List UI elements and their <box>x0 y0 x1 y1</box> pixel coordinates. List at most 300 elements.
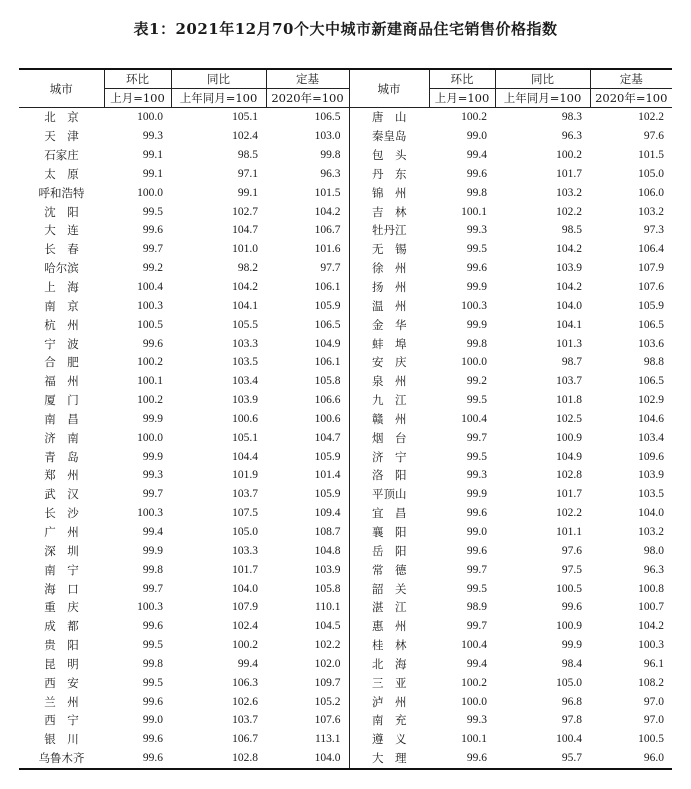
table-row <box>19 202 672 221</box>
cell-city-right: 唐 山 <box>349 108 429 127</box>
cell-yoy-right: 101.7 <box>556 167 582 180</box>
cell-base-right: 97.0 <box>643 714 664 727</box>
cell-city-left: 青 岛 <box>44 449 79 464</box>
cell-city-right: 三 亚 <box>349 673 429 692</box>
header-mom-right: 环比 <box>429 69 495 89</box>
cell-yoy-right: 100.5 <box>556 582 582 595</box>
cell-mom-right: 99.3 <box>466 469 487 482</box>
header-base-right: 定基 <box>590 69 672 89</box>
cell-yoy-right: 103.7 <box>556 375 582 388</box>
table-row <box>19 730 672 749</box>
cell-yoy-left: 107.9 <box>232 601 258 614</box>
cell-mom-right: 100.0 <box>461 356 487 369</box>
cell-base-right: 106.0 <box>638 186 664 199</box>
cell-yoy-right: 98.4 <box>561 657 582 670</box>
cell-mom-left: 99.6 <box>142 620 163 633</box>
cell-mom-right: 99.5 <box>466 582 487 595</box>
cell-mom-left: 100.0 <box>137 431 163 444</box>
cell-yoy-left: 101.7 <box>232 563 258 576</box>
cell-mom-right: 99.6 <box>466 507 487 520</box>
cell-city-right: 九 江 <box>349 391 429 410</box>
cell-base-right: 108.2 <box>638 676 664 689</box>
cell-city-right: 泸 州 <box>349 692 429 711</box>
cell-city-right: 襄 阳 <box>349 523 429 542</box>
cell-yoy-left: 105.1 <box>232 111 258 124</box>
cell-base-right: 97.6 <box>643 130 664 143</box>
cell-city-left: 沈 阳 <box>44 204 79 219</box>
cell-base-right: 109.6 <box>638 450 664 463</box>
cell-base-left: 105.8 <box>314 582 341 595</box>
cell-mom-left: 100.4 <box>137 281 163 294</box>
cell-mom-right: 99.6 <box>466 167 487 180</box>
cell-base-left: 106.7 <box>314 224 341 237</box>
cell-mom-left: 100.3 <box>137 299 163 312</box>
cell-yoy-left: 100.6 <box>232 412 258 425</box>
cell-city-right: 洛 阳 <box>349 466 429 485</box>
cell-city-right: 丹 东 <box>349 165 429 184</box>
cell-yoy-left: 104.0 <box>232 582 258 595</box>
cell-mom-right: 100.2 <box>461 111 487 124</box>
cell-city-left: 合 肥 <box>44 355 79 370</box>
table-row <box>19 466 672 485</box>
cell-yoy-left: 98.2 <box>237 262 258 275</box>
cell-base-right: 100.3 <box>638 639 664 652</box>
cell-yoy-right: 98.7 <box>561 356 582 369</box>
cell-city-left: 上 海 <box>44 280 79 295</box>
table-row <box>19 127 672 146</box>
cell-base-right: 98.8 <box>643 356 664 369</box>
cell-mom-right: 99.3 <box>466 714 487 727</box>
cell-base-right: 98.0 <box>643 544 664 557</box>
cell-base-right: 103.2 <box>638 205 664 218</box>
cell-base-left: 106.6 <box>314 394 341 407</box>
cell-city-left: 西 宁 <box>44 713 79 728</box>
cell-base-right: 102.2 <box>638 111 664 124</box>
cell-base-right: 97.3 <box>643 224 664 237</box>
cell-yoy-right: 101.8 <box>556 394 582 407</box>
cell-yoy-right: 102.8 <box>556 469 582 482</box>
cell-city-left: 石家庄 <box>44 148 79 163</box>
cell-base-right: 107.9 <box>638 262 664 275</box>
cell-city-left: 深 圳 <box>44 543 79 558</box>
cell-yoy-left: 103.5 <box>232 356 258 369</box>
cell-mom-right: 99.8 <box>466 186 487 199</box>
cell-city-left: 海 口 <box>44 581 79 596</box>
cell-city-left: 昆 明 <box>44 656 79 671</box>
header-base-left: 定基 <box>266 69 349 89</box>
cell-yoy-right: 102.5 <box>556 412 582 425</box>
cell-base-left: 104.0 <box>266 749 349 769</box>
cell-yoy-left: 103.3 <box>232 544 258 557</box>
cell-base-left: 104.8 <box>314 544 341 557</box>
cell-yoy-left: 106.7 <box>232 733 258 746</box>
cell-base-right: 104.2 <box>638 620 664 633</box>
header-city-left: 城市 <box>19 69 104 108</box>
cell-base-right: 96.0 <box>590 749 672 769</box>
cell-city-left: 济 南 <box>44 430 79 445</box>
cell-mom-left: 99.6 <box>142 695 163 708</box>
cell-mom-right: 99.9 <box>466 488 487 501</box>
header-yoy-sub-left: 上年同月=100 <box>171 89 266 108</box>
cell-base-right: 96.3 <box>643 563 664 576</box>
cell-yoy-right: 101.1 <box>556 525 582 538</box>
cell-mom-left: 100.2 <box>137 356 163 369</box>
cell-mom-right: 99.5 <box>466 394 487 407</box>
table-row <box>19 428 672 447</box>
cell-yoy-left: 99.1 <box>237 186 258 199</box>
cell-city-left: 郑 州 <box>44 468 79 483</box>
cell-city-right: 金 华 <box>349 315 429 334</box>
cell-city-right: 秦皇岛 <box>349 127 429 146</box>
table-row <box>19 560 672 579</box>
header-yoy-left: 同比 <box>171 69 266 89</box>
cell-mom-right: 99.7 <box>466 431 487 444</box>
cell-city-right: 锦 州 <box>349 183 429 202</box>
cell-mom-right: 100.3 <box>461 299 487 312</box>
table-row <box>19 711 672 730</box>
table-row <box>19 146 672 165</box>
cell-yoy-left: 100.2 <box>232 639 258 652</box>
page-title: 表1：2021年12月70个大中城市新建商品住宅销售价格指数 <box>133 20 558 38</box>
cell-base-left: 106.5 <box>314 318 341 331</box>
cell-yoy-right: 100.2 <box>556 149 582 162</box>
cell-city-right: 桂 林 <box>349 636 429 655</box>
cell-city-right: 赣 州 <box>349 410 429 429</box>
cell-mom-left: 100.5 <box>137 318 163 331</box>
table-row <box>19 541 672 560</box>
cell-city-left: 长 春 <box>44 242 79 257</box>
header-base-sub-right: 2020年=100 <box>590 89 672 108</box>
cell-base-right: 106.5 <box>638 375 664 388</box>
table-row <box>19 692 672 711</box>
cell-base-left: 100.6 <box>314 412 341 425</box>
cell-yoy-right: 97.5 <box>561 563 582 576</box>
table-row <box>19 315 672 334</box>
cell-base-left: 106.1 <box>314 356 341 369</box>
cell-mom-right: 99.6 <box>466 544 487 557</box>
table-row <box>19 636 672 655</box>
cell-yoy-left: 103.7 <box>232 714 258 727</box>
cell-city-right: 平顶山 <box>349 485 429 504</box>
cell-base-right: 106.4 <box>638 243 664 256</box>
table-row <box>19 372 672 391</box>
table-row <box>19 617 672 636</box>
cell-mom-right: 99.4 <box>466 149 487 162</box>
cell-mom-left: 99.6 <box>142 337 163 350</box>
cell-base-left: 105.2 <box>314 695 341 708</box>
cell-yoy-left: 106.3 <box>232 676 258 689</box>
cell-mom-right: 100.0 <box>461 695 487 708</box>
cell-city-left: 天 津 <box>44 129 79 144</box>
table-row <box>19 165 672 184</box>
cell-city-right: 大 理 <box>349 749 429 769</box>
table-row <box>19 334 672 353</box>
cell-mom-left: 100.1 <box>137 375 163 388</box>
cell-yoy-left: 104.7 <box>232 224 258 237</box>
cell-city-left: 南 京 <box>44 298 79 313</box>
cell-yoy-right: 100.4 <box>556 733 582 746</box>
table-row <box>19 391 672 410</box>
cell-base-left: 101.6 <box>314 243 341 256</box>
cell-city-right: 蚌 埠 <box>349 334 429 353</box>
cell-base-left: 105.9 <box>314 299 341 312</box>
cell-mom-left: 100.0 <box>137 111 163 124</box>
cell-city-right: 无 锡 <box>349 240 429 259</box>
cell-yoy-left: 103.3 <box>232 337 258 350</box>
cell-mom-left: 99.5 <box>142 676 163 689</box>
cell-city-right: 牡丹江 <box>349 221 429 240</box>
cell-city-right: 遵 义 <box>349 730 429 749</box>
cell-yoy-left: 104.1 <box>232 299 258 312</box>
cell-mom-left: 99.9 <box>142 544 163 557</box>
cell-mom-left: 99.9 <box>142 412 163 425</box>
cell-base-right: 104.6 <box>638 412 664 425</box>
cell-yoy-left: 97.1 <box>237 167 258 180</box>
cell-city-right: 安 庆 <box>349 353 429 372</box>
cell-city-left: 大 连 <box>44 223 79 238</box>
cell-city-right: 韶 关 <box>349 579 429 598</box>
cell-city-right: 济 宁 <box>349 447 429 466</box>
cell-mom-left: 99.0 <box>142 714 163 727</box>
cell-yoy-right: 101.7 <box>556 488 582 501</box>
cell-mom-right: 99.9 <box>466 318 487 331</box>
cell-base-left: 102.0 <box>314 657 341 670</box>
cell-city-right: 包 头 <box>349 146 429 165</box>
cell-mom-left: 99.7 <box>142 582 163 595</box>
cell-base-left: 108.7 <box>314 525 341 538</box>
cell-mom-right: 100.1 <box>461 205 487 218</box>
cell-mom-left: 99.8 <box>142 563 163 576</box>
cell-mom-left: 99.6 <box>142 733 163 746</box>
cell-mom-right: 99.2 <box>466 375 487 388</box>
cell-yoy-left: 105.0 <box>232 525 258 538</box>
cell-city-left: 福 州 <box>44 374 79 389</box>
cell-yoy-right: 103.2 <box>556 186 582 199</box>
cell-city-right: 扬 州 <box>349 278 429 297</box>
table-row <box>19 447 672 466</box>
cell-base-right: 100.5 <box>638 733 664 746</box>
cell-mom-left: 99.1 <box>142 149 163 162</box>
cell-yoy-left: 105.1 <box>232 431 258 444</box>
cell-city-left: 武 汉 <box>44 487 79 502</box>
cell-yoy-left: 107.5 <box>232 507 258 520</box>
cell-yoy-right: 96.3 <box>561 130 582 143</box>
header-yoy-right: 同比 <box>495 69 590 89</box>
header-mom-sub-right: 上月=100 <box>429 89 495 108</box>
cell-yoy-left: 104.4 <box>232 450 258 463</box>
table-body <box>19 108 672 769</box>
cell-mom-left: 100.0 <box>137 186 163 199</box>
cell-city-left: 北 京 <box>44 110 79 125</box>
cell-mom-left: 100.3 <box>137 601 163 614</box>
cell-mom-right: 98.9 <box>466 601 487 614</box>
cell-yoy-left: 101.9 <box>232 469 258 482</box>
cell-yoy-right: 95.7 <box>495 749 590 769</box>
cell-mom-left: 99.6 <box>104 749 171 769</box>
cell-base-left: 103.9 <box>314 563 341 576</box>
cell-base-left: 101.5 <box>314 186 341 199</box>
cell-yoy-right: 105.0 <box>556 676 582 689</box>
cell-base-left: 113.1 <box>315 733 341 746</box>
cell-mom-right: 100.2 <box>461 676 487 689</box>
header-base-sub-left: 2020年=100 <box>266 89 349 108</box>
table-row <box>19 654 672 673</box>
cell-yoy-right: 104.0 <box>556 299 582 312</box>
cell-yoy-right: 99.9 <box>561 639 582 652</box>
cell-city-left: 兰 州 <box>44 694 79 709</box>
cell-city-left: 厦 门 <box>44 393 79 408</box>
cell-mom-left: 99.5 <box>142 205 163 218</box>
cell-base-left: 104.5 <box>314 620 341 633</box>
cell-base-left: 104.2 <box>314 205 341 218</box>
cell-base-left: 101.4 <box>314 469 341 482</box>
cell-base-right: 100.8 <box>638 582 664 595</box>
cell-base-left: 105.8 <box>314 375 341 388</box>
cell-yoy-right: 104.9 <box>556 450 582 463</box>
header-yoy-sub-right: 上年同月=100 <box>495 89 590 108</box>
cell-base-right: 106.5 <box>638 318 664 331</box>
cell-mom-left: 99.2 <box>142 262 163 275</box>
cell-yoy-left: 102.4 <box>232 620 258 633</box>
table-row <box>19 278 672 297</box>
cell-mom-left: 99.3 <box>142 469 163 482</box>
table-row <box>19 108 672 127</box>
cell-city-right: 徐 州 <box>349 259 429 278</box>
table-row <box>19 353 672 372</box>
cell-city-left: 重 庆 <box>44 600 79 615</box>
cell-yoy-right: 104.1 <box>556 318 582 331</box>
cell-city-left: 成 都 <box>44 619 79 634</box>
cell-mom-left: 99.7 <box>142 488 163 501</box>
cell-mom-left: 100.3 <box>137 507 163 520</box>
cell-city-right: 岳 阳 <box>349 541 429 560</box>
table-row <box>19 749 672 769</box>
cell-base-right: 96.1 <box>643 657 664 670</box>
cell-city-right: 泉 州 <box>349 372 429 391</box>
cell-base-right: 103.9 <box>638 469 664 482</box>
cell-city-left: 长 沙 <box>44 506 79 521</box>
cell-city-left: 乌鲁木齐 <box>19 749 104 769</box>
cell-yoy-right: 100.9 <box>556 431 582 444</box>
cell-city-right: 惠 州 <box>349 617 429 636</box>
cell-mom-right: 99.9 <box>466 281 487 294</box>
cell-base-right: 102.9 <box>638 394 664 407</box>
cell-city-right: 南 充 <box>349 711 429 730</box>
cell-mom-right: 100.4 <box>461 412 487 425</box>
cell-city-left: 哈尔滨 <box>44 261 79 276</box>
cell-yoy-left: 102.7 <box>232 205 258 218</box>
cell-yoy-right: 97.8 <box>561 714 582 727</box>
table-row <box>19 673 672 692</box>
cell-yoy-right: 98.5 <box>561 224 582 237</box>
table-row <box>19 221 672 240</box>
cell-mom-right: 99.6 <box>466 262 487 275</box>
cell-yoy-left: 102.4 <box>232 130 258 143</box>
cell-base-left: 105.9 <box>314 488 341 501</box>
cell-yoy-right: 104.2 <box>556 243 582 256</box>
cell-base-right: 105.9 <box>638 299 664 312</box>
cell-yoy-left: 104.2 <box>232 281 258 294</box>
cell-mom-right: 99.6 <box>429 749 495 769</box>
cell-mom-left: 99.3 <box>142 130 163 143</box>
cell-city-left: 西 安 <box>44 675 79 690</box>
cell-yoy-right: 102.2 <box>556 205 582 218</box>
cell-yoy-left: 103.9 <box>232 394 258 407</box>
table-row <box>19 485 672 504</box>
cell-yoy-right: 98.3 <box>561 111 582 124</box>
cell-base-left: 109.4 <box>314 507 341 520</box>
cell-mom-right: 100.1 <box>461 733 487 746</box>
cell-yoy-right: 104.2 <box>556 281 582 294</box>
cell-yoy-left: 102.6 <box>232 695 258 708</box>
cell-yoy-left: 101.0 <box>232 243 258 256</box>
cell-base-left: 110.1 <box>315 601 341 614</box>
cell-city-right: 吉 林 <box>349 202 429 221</box>
cell-base-left: 96.3 <box>320 167 341 180</box>
cell-base-right: 105.0 <box>638 167 664 180</box>
cell-city-right: 北 海 <box>349 654 429 673</box>
cell-mom-right: 99.7 <box>466 563 487 576</box>
cell-yoy-left: 103.4 <box>232 375 258 388</box>
cell-city-right: 温 州 <box>349 296 429 315</box>
header-city-right: 城市 <box>349 69 429 108</box>
cell-yoy-left: 105.5 <box>232 318 258 331</box>
cell-base-right: 97.0 <box>643 695 664 708</box>
cell-city-left: 南 宁 <box>44 562 79 577</box>
cell-base-right: 103.4 <box>638 431 664 444</box>
cell-city-left: 贵 阳 <box>44 638 79 653</box>
cell-mom-left: 99.7 <box>142 243 163 256</box>
price-index-table <box>19 68 672 770</box>
table-row <box>19 523 672 542</box>
cell-mom-right: 100.4 <box>461 639 487 652</box>
cell-city-left: 太 原 <box>44 166 79 181</box>
cell-mom-left: 100.2 <box>137 394 163 407</box>
cell-mom-right: 99.3 <box>466 224 487 237</box>
cell-base-left: 103.0 <box>314 130 341 143</box>
cell-city-left: 宁 波 <box>44 336 79 351</box>
cell-base-left: 106.5 <box>314 111 341 124</box>
cell-city-left: 呼和浩特 <box>38 185 85 200</box>
cell-mom-left: 99.6 <box>142 224 163 237</box>
cell-city-left: 银 川 <box>44 732 79 747</box>
cell-yoy-right: 100.9 <box>556 620 582 633</box>
cell-base-left: 104.7 <box>314 431 341 444</box>
cell-yoy-right: 102.2 <box>556 507 582 520</box>
table-row <box>19 598 672 617</box>
cell-base-right: 104.0 <box>638 507 664 520</box>
cell-mom-right: 99.8 <box>466 337 487 350</box>
cell-yoy-left: 99.4 <box>237 657 258 670</box>
cell-city-right: 常 德 <box>349 560 429 579</box>
cell-yoy-right: 96.8 <box>561 695 582 708</box>
cell-mom-right: 99.7 <box>466 620 487 633</box>
cell-mom-left: 99.9 <box>142 450 163 463</box>
cell-yoy-left: 103.7 <box>232 488 258 501</box>
cell-yoy-right: 97.6 <box>561 544 582 557</box>
cell-base-right: 103.2 <box>638 525 664 538</box>
table-row <box>19 296 672 315</box>
cell-base-left: 106.1 <box>314 281 341 294</box>
table-row <box>19 579 672 598</box>
cell-mom-left: 99.5 <box>142 639 163 652</box>
cell-mom-right: 99.5 <box>466 450 487 463</box>
cell-base-left: 105.9 <box>314 450 341 463</box>
cell-base-left: 102.2 <box>314 639 341 652</box>
cell-base-right: 103.5 <box>638 488 664 501</box>
cell-city-left: 广 州 <box>44 524 79 539</box>
table-row <box>19 504 672 523</box>
